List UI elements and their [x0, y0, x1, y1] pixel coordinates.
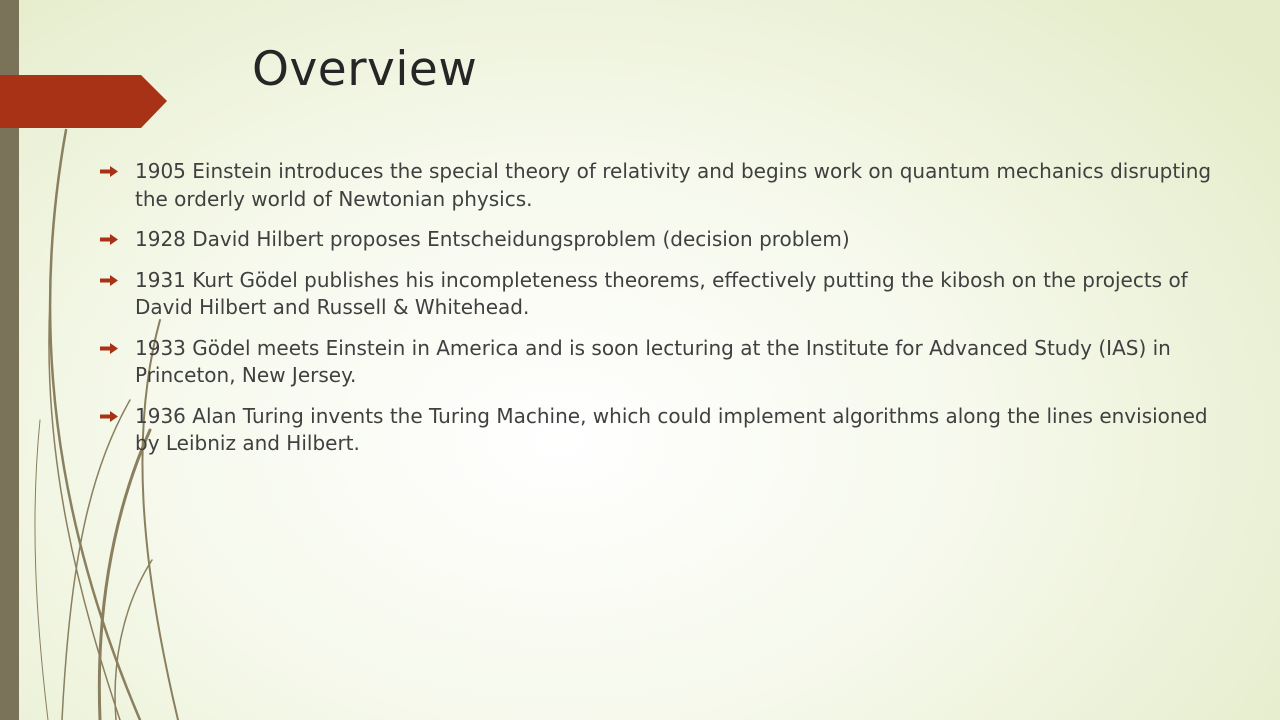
list-item: [100, 226, 1215, 254]
right-arrow-icon: [100, 234, 118, 245]
right-arrow-icon: [100, 166, 118, 177]
list-item: [100, 335, 1215, 390]
list-item: [100, 267, 1215, 322]
bullet-list: [100, 158, 1215, 471]
bullet-text: 1905 Einstein introduces the special theory of relativity and begins work on quantum mechanics disrupting the orderly world of Newtonian physics.: [135, 159, 1212, 211]
bullet-text: 1928 David Hilbert proposes Entscheidungsproblem (decision problem): [135, 227, 850, 251]
bullet-text: 1931 Kurt Gödel publishes his incompleteness theorems, effectively putting the kibosh on the projects of David Hilbert and Russell & Whitehead.: [135, 267, 1188, 319]
list-item: [100, 403, 1215, 458]
bullet-text: 1936 Alan Turing invents the Turing Machine, which could implement algorithms along the lines envisioned by Leibniz and Hilbert.: [135, 403, 1208, 455]
right-arrow-icon: [100, 411, 118, 422]
right-arrow-icon: [100, 343, 118, 354]
title-accent-tab: [0, 75, 167, 128]
bullet-text: 1933 Gödel meets Einstein in America and is soon lecturing at the Institute for Advanced Study (IAS) in Princeton, New Jersey.: [135, 335, 1171, 387]
slide-title: Overview: [252, 42, 478, 97]
list-item: [100, 158, 1215, 213]
right-arrow-icon: [100, 275, 118, 286]
